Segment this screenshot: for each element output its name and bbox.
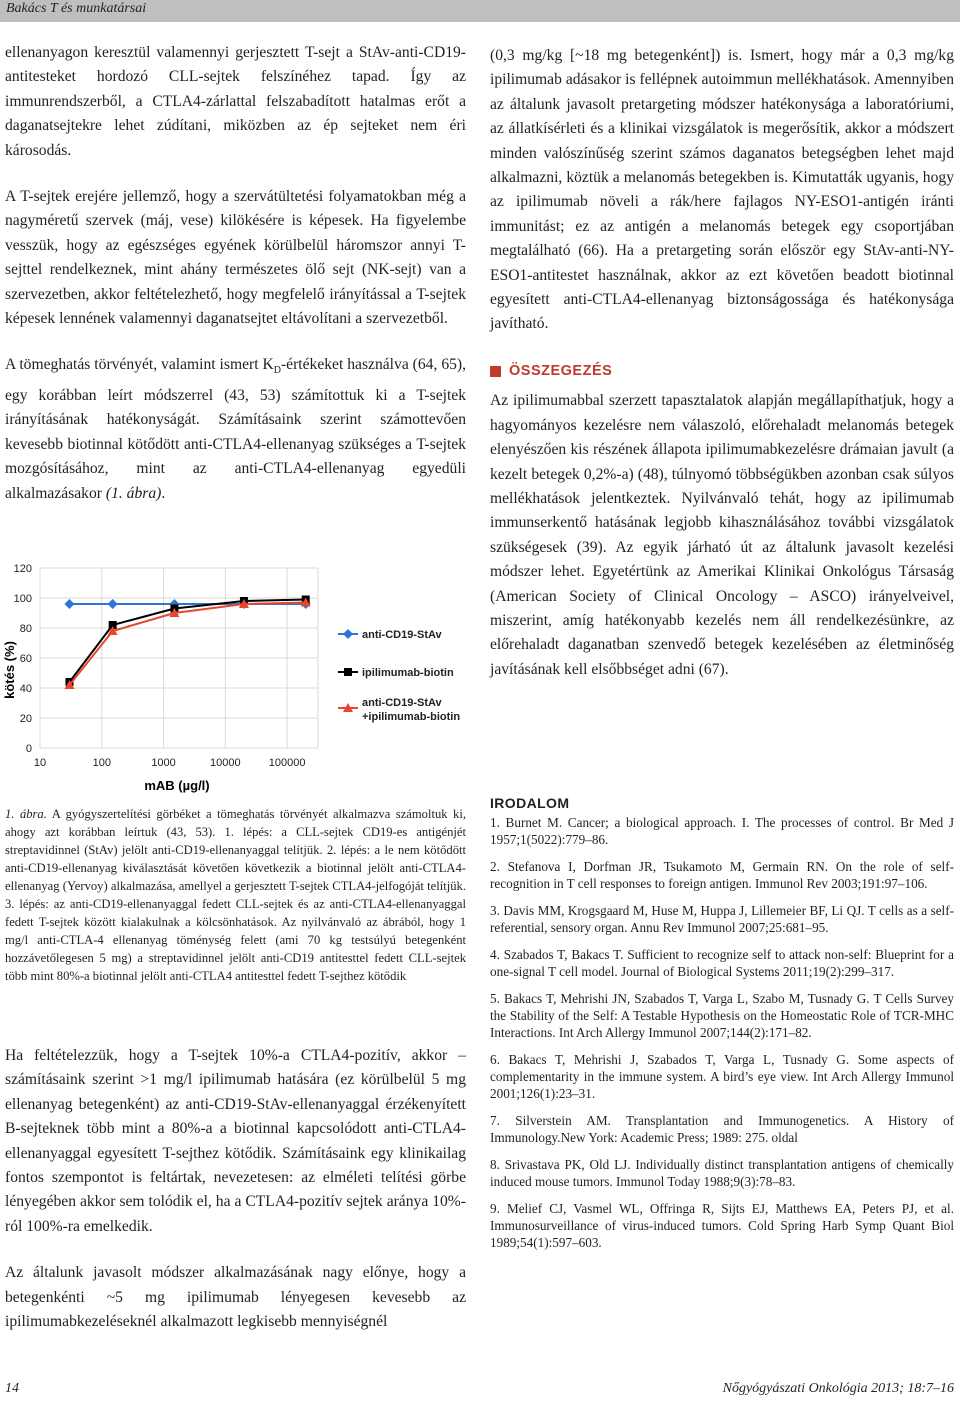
reference-item: 7. Silverstein AM. Transplantation and Immunogenetics. A History of Immunology.New York: Academic Press; 1989: 275. oldal xyxy=(490,1113,954,1145)
reference-item: 4. Szabados T, Bakacs T. Sufficient to recognize self to attack non-self: Blueprint for a one-signal T cell model. Journal of Biological Systems 2011;19(2):299–317. xyxy=(490,947,954,979)
x-tick-label: 10 xyxy=(33,757,47,769)
chart-ylabel: kötés (%) xyxy=(2,641,17,699)
running-header xyxy=(0,0,960,22)
y-tick-label: 40 xyxy=(19,683,32,695)
left-paragraph-2: A T-sejtek erejére jellemző, hogy a szervátültetési folyamatokban még a nagyméretű szervek (máj, vese) kilökésére is képesek. Ha figyelembe vesszük, hogy az egészséges egyének körülbelül háromszor annyi T-sejttel rendelkeznek, mint ahány természetes ölő sejt (NK-sejt) van a szervezetben, akkor feltételezhető, hogy megfelelő irányítással a T-sejtek képesek lennének valamennyi daganatsejtet eltávolítani a szervezetből. xyxy=(5,188,466,328)
binding-curve-chart xyxy=(0,548,480,798)
y-tick-label: 60 xyxy=(19,653,32,665)
data-point-diamond xyxy=(108,599,118,609)
chart-legend xyxy=(338,629,460,723)
legend-label: ipilimumab-biotin xyxy=(362,667,454,679)
reference-item: 3. Davis MM, Krogsgaard M, Huse M, Huppa J, Lillemeier BF, Li QJ. T cells as a self-referential, sensory organ. Annu Rev Immunol 2007;25:681–95. xyxy=(490,903,954,935)
y-tick-label: 120 xyxy=(13,563,32,575)
series-line xyxy=(69,603,305,686)
y-tick-label: 100 xyxy=(13,593,32,605)
chart-grid xyxy=(40,568,318,748)
caption-text: A gyógyszertelítési görbéket a tömeghatás törvényét alkalmazva számoltuk ki, ahogy azt korábban leírtuk (43, 53). 1. lépés: a CLL-sejtek CD19-es antigénjét streptavidinnel (StAv) jelölt anti-CD19-ellenanyaggal telítjük. 2. lépés: a le nem kötődött anti-CD19-ellenanyag kiválasztását követően következik a biotinnal jelölt anti-CTLA4-ellenanyag (Yervoy) alkalmazása, amellyel a gerjesztett T-sejtek CTLA4-jelfogóját telítjük. 3. lépés: az anti-CD19-ellenanyaggal fedett CLL-sejtek és az anti-CTLA4-ellenanyaggal fedett T-sejtek között kialakulnak a kölcsönhatások. Az nyilvánvaló az ábrából, hogy 1 mg/l anti-CTLA-4 ellenanyag töménység felett (ami 70 kg testsúlyú betegenként hozzávetőlegesen 5 mg) a streptavidinnel jelölt anti-CD19 antitesttel fedett CLL-sejtek több mint 80%-a biotinnal jelölt anti-CTLA4 antitesttel fedett T-sejthez kötődik xyxy=(5,807,466,983)
reference-item: 1. Burnet M. Cancer; a biological approach. I. The processes of control. Br Med J 1957;1(5022):779–86. xyxy=(490,815,954,847)
reference-item: 8. Srivastava PK, Old LJ. Individually distinct transplantation antigens of chemically induced mouse tumors. Immunol Today 1988;9(3):78–83. xyxy=(490,1157,954,1189)
left-paragraph-5: Az általunk javasolt módszer alkalmazásának nagy előnye, hogy a betegenkénti ~5 mg ipilimumab lényegesen kevesebb az ipilimumabkezeléseknél alkalmazott legkisebb mennyiségnél xyxy=(5,1264,466,1331)
page-number: 14 xyxy=(5,1381,19,1396)
left-paragraph-4: Ha feltételezzük, hogy a T-sejtek 10%-a CTLA4-pozitív, akkor – számításaink szerint >1 mg/l ipilimumab hatására (ez körülbelül 5 mg ellenanyag betegenként) az anti-CD19-StAv-ellenanyaggal érzékenyített B-sejteknek több mint a 80%-a a biotinnal kapcsolódott anti-CTLA4-ellenanyaggal egyesített T-sejthez kötődik. Számításaink egy klinikailag fontos szempontot is feltártak, nevezetesen: az elméleti telítési görbe lényegében akkor sem tolódik el, ha a CTLA4-pozitív sejtek aránya 10%-ról 100%-ra emelkedik. xyxy=(5,1047,466,1235)
data-point-diamond xyxy=(343,629,353,639)
legend-label: anti-CD19-StAv xyxy=(362,629,442,641)
references-heading: IRODALOM xyxy=(490,795,570,811)
reference-item: 2. Stefanova I, Dorfman JR, Tsukamoto M, Germain RN. On the role of self-recognition in T cell responses to foreign antigen. Immunol Rev 2003;191:97–106. xyxy=(490,859,954,891)
left-paragraph-1: ellenanyagon keresztül valamennyi gerjesztett T-sejt a StAv-anti-CD19-antitesteket hordozó CLL-sejtek felszínéhez tapad. Így az immunrendszerből, a CTLA4-zárlattal felszabadított hatalmas erőt a daganatsejtekre lehet zúdítani, miközben az ép sejteket nem éri károsodás. xyxy=(5,44,466,159)
chart-ticks xyxy=(14,563,306,769)
references-section xyxy=(490,795,954,1261)
reference-item: 6. Bakacs T, Mehrishi J, Szabados T, Varga L, Tusnady G. Some aspects of complementarity in the immune system. A bird’s eye view. Int Arch Allergy Immunol 2001;126(1):23–31. xyxy=(490,1052,954,1101)
x-tick-label: 100 xyxy=(92,757,111,769)
summary-paragraph: Az ipilimumabbal szerzett tapasztalatok alapján megállapíthatjuk, hogy a hagyományos kezelésre nem válaszoló, előrehaladt melanomás betegek elenyészően kis részének állapota ipilimumabkezelésre drámaian javult (a kezelt betegek 0,2%-a) (48), túlnyomó többségükben azonban csak súlyos mellékhatások jelentkeztek. Nyilvánvaló tehát, hogy az ipilimumab immunserkentő hatásának legjobb kihasználásához további vizsgálatok szükségesek (39). Az egyik járható út az általunk javasolt kezelési módszer lehet. Egyetértünk az Amerikai Klinikai Onkológus Társaság (American Society of Clinical Oncology – ASCO) irányelveivel, miszerint, amíg hatékonyabb kezelés nem áll rendelkezésünkre, az előrehaladt daganatban szenvedő betegek kezelésében az életminőség javításának kell elsőbbséget adni (67). xyxy=(490,392,954,678)
y-tick-label: 20 xyxy=(19,713,32,725)
left-column-bottom xyxy=(5,1044,466,1356)
right-paragraph-1: (0,3 mg/kg [~18 mg betegenként]) is. Ismert, hogy már a 0,3 mg/kg ipilimumab adásakor is fellépnek autoimmun mellékhatások. Amennyiben az általunk javasolt pretargeting módszer hatékonysága a laboratóriumi, az állatkísérleti és a klinikai vizsgálatok is megerősítik, akkor a módszert minden valószínűség szerint számos daganatos betegségben lehet majd alkalmazni, köztük a melanomás betegekben is. Kimutatták ugyanis, hogy az ipilimumab növeli a rák/here fajlagos NY-ESO1-antigén iránti immunitást; ez az antigén a melanomás betegek egy csoportjában megtalálható (66). Ha a pretargeting során először egy StAv-anti-NY-ESO1-antitestet használnak, akkor az ezt követően beadott biotinnal egyesített anti-CTLA4-ellenanyag biztonságossága és hatékonysága javítható. xyxy=(490,47,954,333)
x-tick-label: 1000 xyxy=(151,757,176,769)
left-column xyxy=(5,41,466,528)
header-authors: Bakács T és munkatársai xyxy=(6,1,147,16)
summary-heading: ÖSSZEGEZÉS xyxy=(490,359,954,383)
figure-caption xyxy=(5,805,466,985)
data-point-diamond xyxy=(64,599,74,609)
data-point-square xyxy=(344,668,352,676)
reference-list xyxy=(490,814,954,1251)
journal-citation: Nőgyógyászati Onkológia 2013; 18:7–16 xyxy=(722,1381,954,1396)
left-paragraph-3: A tömeghatás törvényét, valamint ismert $K_D$-értékeket használva (64, 65), egy korábban leírt módszerrel (43, 53) számítottuk ki a T-sejtek irányításának hatékonyságát. Számításaink szerint számottevően kevesebb biotinnal kötődött anti-CTLA4-ellenanyag szükséges a T-sejtek mozgósításához, mint az anti-CTLA4-ellenanyag egyedüli alkalmazásakor (1. ábra). xyxy=(5,356,467,502)
y-tick-label: 80 xyxy=(19,623,32,635)
caption-label: 1. ábra. xyxy=(5,807,47,821)
reference-item: 9. Melief CJ, Vasmel WL, Offringa R, Sijts EJ, Matthews EA, Peters PJ, et al. Immunosurveillance of virus-induced tumors. Cold Spring Harb Symp Quant Biol 1989;54(1):597–603. xyxy=(490,1201,954,1250)
reference-item: 5. Bakacs T, Mehrishi JN, Szabados T, Varga L, Szabo M, Tusnady G. T Cells Survey the Stability of the Self: A Testable Hypothesis on the Homeostatic Role of TCR-MHC Interactions. Int Arch Allergy Immunol 2007;144(2):171–82. xyxy=(490,991,954,1040)
y-tick-label: 0 xyxy=(25,743,32,755)
legend-label: anti-CD19-StAv +ipilimumab-biotin xyxy=(362,697,461,723)
x-tick-label: 10000 xyxy=(210,757,241,769)
red-square-icon xyxy=(490,366,501,377)
x-tick-label: 100000 xyxy=(268,757,306,769)
right-column xyxy=(490,44,954,704)
chart-xlabel: mAB (µg/l) xyxy=(144,778,210,793)
